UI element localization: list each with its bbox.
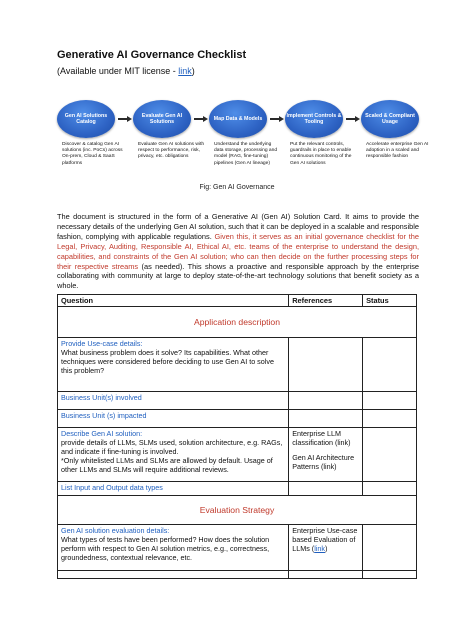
eval-ref-prefix: Enterprise Use-case based Evaluation of LLMs ( [292, 526, 358, 553]
usecase-title: Provide Use-case details: [61, 339, 143, 348]
flow-node-map: Map Data & Models [209, 100, 267, 138]
section-row-application [58, 307, 417, 338]
table-row [58, 482, 417, 496]
question-bu-impacted: Business Unit (s) impacted [58, 410, 289, 428]
checklist-table [57, 294, 417, 579]
describe-body1: provide details of LLMs, SLMs used, solution architecture, e.g. RAGs, and indicate if fine-tuning is involved. [61, 438, 283, 456]
usecase-body: What business problem does it solve? Its capabilities. What other techniques were considered before deciding to use Gen AI to solve this problem? [61, 348, 274, 375]
evaluation-references [289, 525, 363, 571]
describe-references [289, 428, 363, 482]
question-bu-involved: Business Unit(s) involved [58, 392, 289, 410]
flow-desc-implement: Put the relevant controls, guardrails in place to enable continuous monitoring of the Gen AI solutions [290, 142, 352, 166]
license-prefix: (Available under MIT license - [57, 66, 179, 76]
references-cell[interactable] [289, 482, 363, 496]
question-describe-solution [58, 428, 289, 482]
ref-architecture-patterns[interactable]: Gen AI Architecture Patterns (link) [292, 453, 355, 471]
status-cell[interactable] [363, 525, 417, 571]
right-arrow-icon [270, 116, 284, 122]
license-link[interactable]: link [178, 66, 192, 76]
intro-part2-highlight: Given this, it serves as an initial governance checklist for the Legal, Privacy, Auditing, Responsible AI, Ethical AI, etc. teams of the enterprise to understand the design, capabilities, and constraints of the Gen AI solution; who can then decide on the further processing steps for their respective streams [57, 231, 419, 271]
eval-ref-suffix: ) [324, 544, 328, 553]
page-title: Generative AI Governance Checklist [57, 49, 247, 61]
right-arrow-icon [118, 116, 132, 122]
references-cell[interactable] [289, 392, 363, 410]
section-title-application: Application description [58, 307, 417, 338]
describe-title: Describe Gen AI solution: [61, 429, 143, 438]
table-header-row [58, 295, 417, 307]
flow-node-scaled: Scaled & Compliant Usage [361, 100, 419, 138]
status-cell[interactable] [363, 571, 417, 579]
governance-flow-diagram [57, 100, 419, 138]
intro-paragraph [57, 212, 419, 291]
col-header-question: Question [58, 295, 289, 307]
flow-desc-scaled: Accelerate enterprise Gen AI adoption in a scaled and responsible fashion [366, 142, 429, 160]
col-header-references: References [289, 295, 363, 307]
references-cell[interactable] [289, 571, 363, 579]
status-cell[interactable] [363, 392, 417, 410]
flow-desc-catalog: Discover & catalog Gen AI solutions (inc. PoCs) across On-prem, Cloud & SaaS platforms [62, 142, 123, 166]
col-header-status: Status [363, 295, 417, 307]
flow-node-implement: Implement Controls & Tooling [285, 100, 343, 138]
table-row [58, 338, 417, 392]
references-cell[interactable] [289, 338, 363, 392]
evaluation-body: What types of tests have been performed? How does the solution perform with respect to Gen AI solution metrics, e.g., correctness, groundedness, contextual relevance, etc. [61, 535, 270, 562]
eval-ref-link[interactable]: link [314, 544, 325, 553]
evaluation-title: Gen AI solution evaluation details: [61, 526, 170, 535]
flow-desc-map: Understand the underlying data storage, processing and model (RAG, fine-tuning) pipelines (Gen AI lineage) [214, 142, 278, 166]
license-suffix: ) [191, 66, 195, 76]
figure-caption: Fig: Gen AI Governance [199, 184, 275, 191]
intro-part3: (as needed). This shows a proactive and responsible approach by the enterprise collaborating with community at large to deploy state-of-the-art technology solutions that benefit society as a whole. [57, 261, 419, 291]
flow-node-catalog: Gen AI Solutions Catalog [57, 100, 115, 138]
intro-part1: The document is structured in the form of a Generative AI (Gen AI) Solution Card. It aims to provide the necessary details of the underlying Gen AI solution, such that it can be deployed in a scalable and responsible fashion, complying with applicable regulations. [57, 212, 419, 241]
question-evaluation [58, 525, 289, 571]
status-cell[interactable] [363, 482, 417, 496]
status-cell[interactable] [363, 410, 417, 428]
status-cell[interactable] [363, 428, 417, 482]
ref-llm-classification[interactable]: Enterprise LLM classification (link) [292, 429, 351, 447]
license-line [57, 66, 195, 76]
flow-node-evaluate: Evaluate Gen AI Solutions [133, 100, 191, 138]
references-cell[interactable] [289, 410, 363, 428]
table-row [58, 410, 417, 428]
table-row [58, 392, 417, 410]
table-row [58, 525, 417, 571]
table-row [58, 428, 417, 482]
question-io-types: List Input and Output data types [58, 482, 289, 496]
flow-desc-evaluate: Evaluate Gen AI solutions with respect to performance, risk, privacy, etc. obligations [138, 142, 205, 160]
right-arrow-icon [194, 116, 208, 122]
question-usecase [58, 338, 289, 392]
section-title-evaluation: Evaluation Strategy [58, 496, 417, 525]
question-cell [58, 571, 289, 579]
section-row-evaluation [58, 496, 417, 525]
describe-body2: *Only whitelisted LLMs and SLMs are allowed by default. Usage of other LLMs and SLMs will require additional reviews. [61, 456, 273, 474]
table-row [58, 571, 417, 579]
status-cell[interactable] [363, 338, 417, 392]
right-arrow-icon [346, 116, 360, 122]
